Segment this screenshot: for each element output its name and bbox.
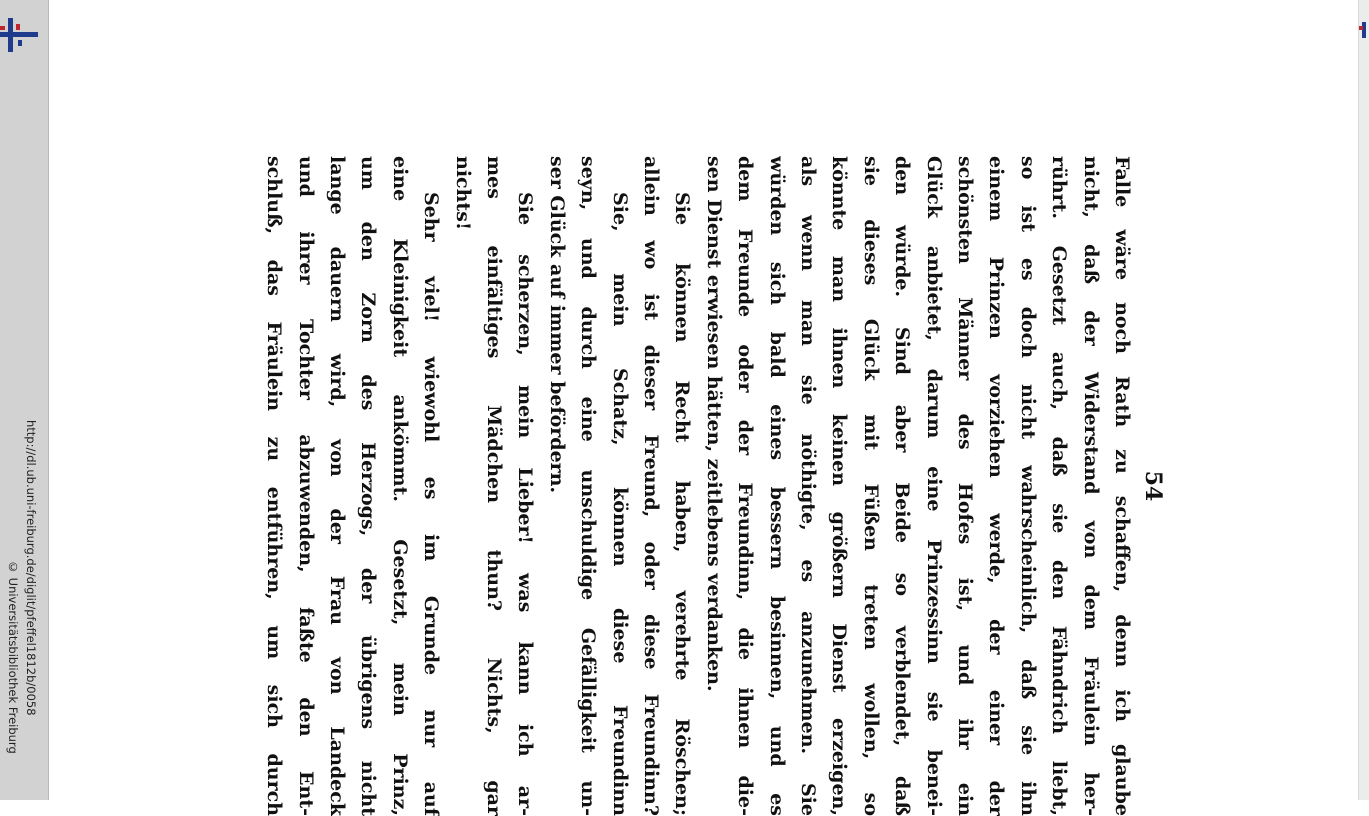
text-line: rührt. Gesetzt auch, daß sie den Fähndrich liebt,: [1048, 156, 1071, 816]
text-line: Falle wäre noch Rath zu schaffen, denn ich glaube: [1111, 156, 1133, 816]
copyright-notice: © Universitätsbibliothek Freiburg: [6, 560, 20, 754]
text-line: als wenn man sie nöthigte, es anzunehmen. Sie: [797, 156, 819, 816]
text-line: Sehr viel! wiewohl es im Grunde nur auf: [420, 192, 443, 816]
text-line: um den Zorn des Herzogs, der übrigens nicht: [357, 156, 380, 816]
text-line: einem Prinzen vorziehen werde, der einer der: [985, 156, 1008, 816]
text-line: Sie scherzen, mein Lieber! was kann ich ar-: [514, 192, 537, 816]
text-line: Glück anbietet, darum eine Prinzessinn sie benei-: [922, 156, 945, 816]
text-line: Sie können Recht haben, verehrte Röschen;: [671, 192, 694, 816]
text-line: Sie, mein Schatz, können diese Freundinn: [608, 192, 631, 816]
library-logo-icon: [0, 18, 40, 52]
text-line: mes einfältiges Mädchen thun? Nichts, gar: [483, 156, 505, 816]
text-line: lange dauern wird, von der Frau von Landeck: [326, 156, 348, 816]
text-line: würden sich bald eines bessern besinnen, und es: [765, 156, 788, 816]
text-line: schönsten Männer des Hofes ist, und ihr ein: [954, 156, 976, 816]
text-line: nicht, daß der Widerstand von dem Fräulein her-: [1079, 156, 1102, 816]
text-line: ser Glück auf immer befördern.: [545, 156, 568, 494]
text-line: nichts!: [451, 156, 474, 231]
brand-mark-icon: [1362, 22, 1366, 38]
text-line: den würde. Sind aber Beide so verblendet, daß: [891, 156, 914, 816]
text-line: dem Freunde oder der Freundinn, die ihnen die-: [734, 156, 757, 816]
text-line: eine Kleinigkeit ankömmt. Gesetzt, mein Prinz,: [388, 156, 411, 816]
viewer-sidebar: [0, 0, 49, 800]
text-line: sie dieses Glück mit Füßen treten wollen, so: [859, 156, 882, 816]
source-url[interactable]: http://dl.ub.uni-freiburg.de/diglit/pfeffel1812b/0058: [24, 420, 38, 716]
text-line: seyn, und durch eine unschuldige Gefälligkeit un-: [577, 156, 600, 816]
text-line: und ihrer Tochter abzuwenden, faßte den Ent-: [294, 156, 317, 816]
brand-mark-accent-icon: [1359, 26, 1363, 30]
text-line: sen Dienst erwiesen hätten, zeitlebens verdanken.: [702, 156, 725, 692]
text-line: schluß, das Fräulein zu entführen, um sich durch: [263, 156, 286, 816]
page-number: 54: [1140, 470, 1166, 502]
text-line: könnte man ihnen keinen größern Dienst erzeigen,: [828, 156, 851, 816]
text-line: so ist es doch nicht wahrscheinlich, daß sie ihn: [1016, 156, 1039, 816]
viewer-right-strip: [1358, 0, 1369, 800]
text-line: allein wo ist dieser Freund, oder diese Freundinn?: [640, 156, 662, 816]
book-page: [263, 156, 1166, 816]
